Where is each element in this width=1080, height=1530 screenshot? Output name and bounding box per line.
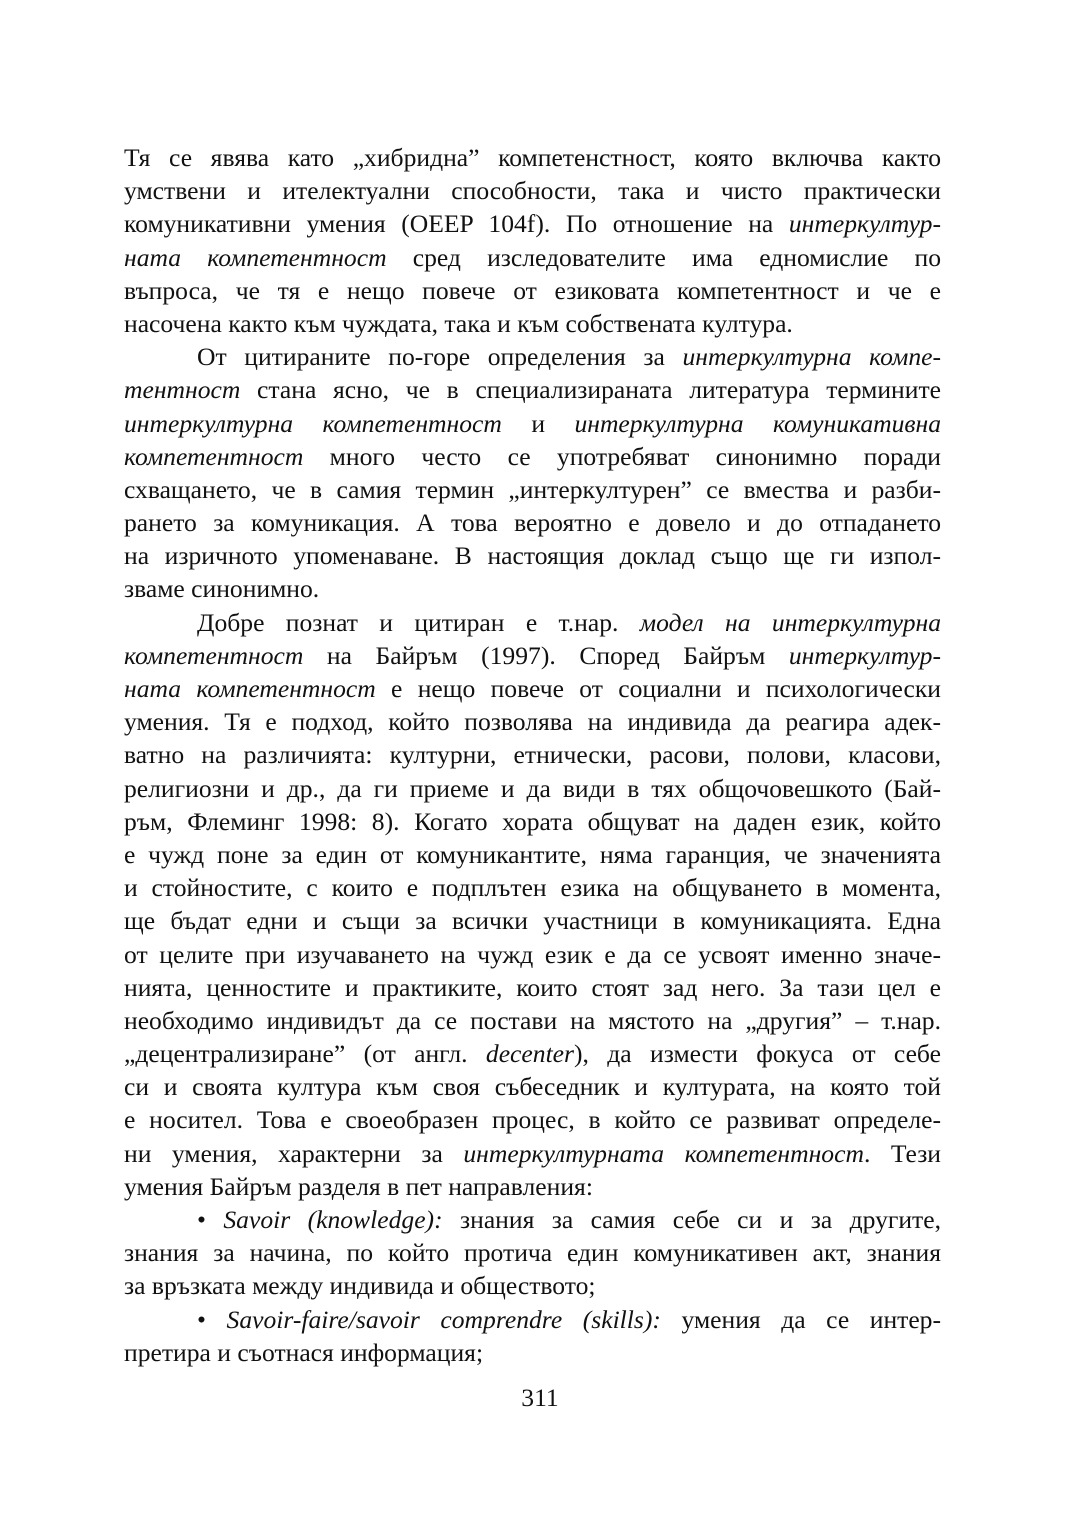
text-segment: нията, ценностите и практиките, които стоят зад него. За тази цел е	[124, 972, 941, 1002]
text-line	[124, 174, 941, 207]
text-segment: претира и съотнася информация;	[124, 1337, 484, 1367]
text-line	[124, 274, 941, 307]
text-segment: е носител. Това е своеобразен процес, в който се развиват определе-	[124, 1105, 941, 1135]
text-line	[124, 971, 941, 1004]
text-line	[124, 672, 941, 705]
text-segment: сред изследователите има едномислие по	[386, 242, 941, 272]
text-line	[124, 141, 941, 174]
text-line	[124, 738, 941, 771]
italic-term: интеркултурната компетентност	[463, 1138, 864, 1168]
text-line	[124, 1103, 941, 1136]
text-segment: умения да се интер-	[660, 1304, 942, 1334]
text-segment: ни умения, характерни за	[124, 1138, 464, 1168]
text-segment: . Тези	[863, 1138, 942, 1168]
italic-term: Savoir-faire/savoir comprendre (skills):	[226, 1304, 661, 1334]
text-line	[124, 373, 941, 406]
text-line	[124, 705, 941, 738]
text-line	[124, 1070, 941, 1103]
text-line	[124, 871, 941, 904]
page-number: 311	[521, 1383, 559, 1412]
text-line	[124, 1236, 941, 1269]
text-line	[124, 1170, 941, 1203]
text-line	[124, 1303, 941, 1336]
italic-term: компетентност	[124, 441, 304, 471]
text-segment: умения. Тя е подход, който позволява на индивида да реагира адек-	[124, 707, 941, 737]
text-line	[124, 340, 941, 373]
text-line	[124, 241, 941, 274]
body-text	[124, 141, 941, 1369]
italic-term: интеркултур-	[788, 640, 941, 670]
text-line	[124, 473, 941, 506]
text-line	[124, 572, 941, 605]
text-segment: стана ясно, че в специализираната литература термините	[240, 375, 941, 405]
text-segment: е чужд поне за един от комуникантите, няма гаранция, че значенията	[124, 839, 941, 869]
text-segment: за връзката между индивида и обществото;	[124, 1271, 596, 1301]
text-segment: умения Байръм разделя в пет направления:	[124, 1171, 593, 1201]
text-segment: Тя се явява като „хибридна” компетенстност, която включва както	[124, 143, 941, 172]
text-line	[124, 1269, 941, 1302]
text-line	[124, 440, 941, 473]
italic-term: интеркултурна комуникативна	[574, 408, 942, 438]
text-segment: комуникативни умения (OEEP 104f). По отношение на	[124, 209, 789, 239]
text-segment: схващането, че в самия термин „интеркултурен” се вмества и разби-	[124, 474, 941, 504]
text-line	[124, 207, 941, 240]
text-line	[124, 1004, 941, 1037]
text-segment: „децентрализиране” (от англ.	[124, 1039, 486, 1069]
italic-term: ната компетентност	[124, 242, 387, 272]
text-segment: ), да измести фокуса от себе	[574, 1039, 941, 1069]
italic-term: интеркултур-	[788, 209, 941, 239]
text-segment: от целите при изучаването на чужд език е да се усвоят именно значе-	[124, 939, 941, 969]
italic-term: интеркултурна компе-	[682, 342, 942, 372]
text-segment: •	[197, 1304, 227, 1334]
text-segment: на изричното упоменаване. В настоящия доклад също ще ги изпол-	[124, 541, 941, 571]
text-segment: рането за комуникация. А това вероятно е довело и до отпадането	[124, 508, 941, 538]
italic-term: ната компетентност	[124, 674, 376, 703]
text-line	[124, 1203, 941, 1236]
text-segment: ще бъдат едни и същи за всички участници в комуникацията. Една	[124, 906, 941, 936]
text-segment: въпроса, че тя е нещо повече от езиковата компетентност и че е	[124, 275, 941, 305]
italic-term: тентност	[124, 375, 241, 405]
text-segment: си и своята култура към своя събеседник и културата, на която той	[124, 1072, 941, 1102]
italic-term: Savoir (knowledge):	[223, 1205, 443, 1234]
text-segment: ватно на различията: културни, етнически, расови, полови, класови,	[124, 740, 941, 770]
text-line	[124, 1336, 941, 1369]
italic-term: интеркултурна компетентност	[124, 408, 502, 438]
text-segment: много често се употребяват синонимно поради	[303, 441, 941, 471]
text-line	[124, 1137, 941, 1170]
text-segment: Добре познат и цитиран е т.нар.	[197, 607, 640, 637]
text-line	[124, 772, 941, 805]
text-segment: необходимо индивидът да се постави на мястото на „другия” – т.нар.	[124, 1005, 941, 1035]
italic-term: компетентност	[124, 640, 304, 670]
text-segment: религиозни и др., да ги приеме и да види в тях общочовешкото (Бай-	[124, 773, 941, 803]
text-line	[124, 407, 941, 440]
text-line	[124, 838, 941, 871]
italic-term: decenter	[485, 1039, 574, 1069]
text-line	[124, 307, 941, 340]
text-segment: и стойностите, с които е подплътен езика на общуването в момента,	[124, 873, 941, 903]
text-segment: е нещо повече от социални и психологически	[375, 674, 941, 703]
text-segment: ръм, Флеминг 1998: 8). Когато хората общуват на даден език, който	[124, 806, 941, 836]
text-line	[124, 606, 941, 639]
text-segment: От цитираните по-горе определения за	[197, 342, 683, 372]
text-line	[124, 639, 941, 672]
italic-term: модел на интеркултурна	[639, 607, 941, 637]
text-segment: зваме синонимно.	[124, 574, 320, 604]
text-line	[124, 506, 941, 539]
text-segment: умствени и ителектуални способности, така и чисто практически	[124, 176, 941, 206]
text-line	[124, 539, 941, 572]
text-segment: и	[501, 408, 575, 438]
text-line	[124, 1037, 941, 1070]
text-line	[124, 938, 941, 971]
text-segment: на Байръм (1997). Според Байръм	[303, 640, 789, 670]
text-segment: знания за самия себе си и за другите,	[442, 1205, 941, 1234]
text-line	[124, 805, 941, 838]
text-segment: насочена както към чуждата, така и към собствената култура.	[124, 308, 793, 338]
text-line	[124, 904, 941, 937]
text-segment: знания за начина, по който протича един комуникативен акт, знания	[124, 1238, 941, 1268]
text-segment: •	[197, 1205, 224, 1234]
